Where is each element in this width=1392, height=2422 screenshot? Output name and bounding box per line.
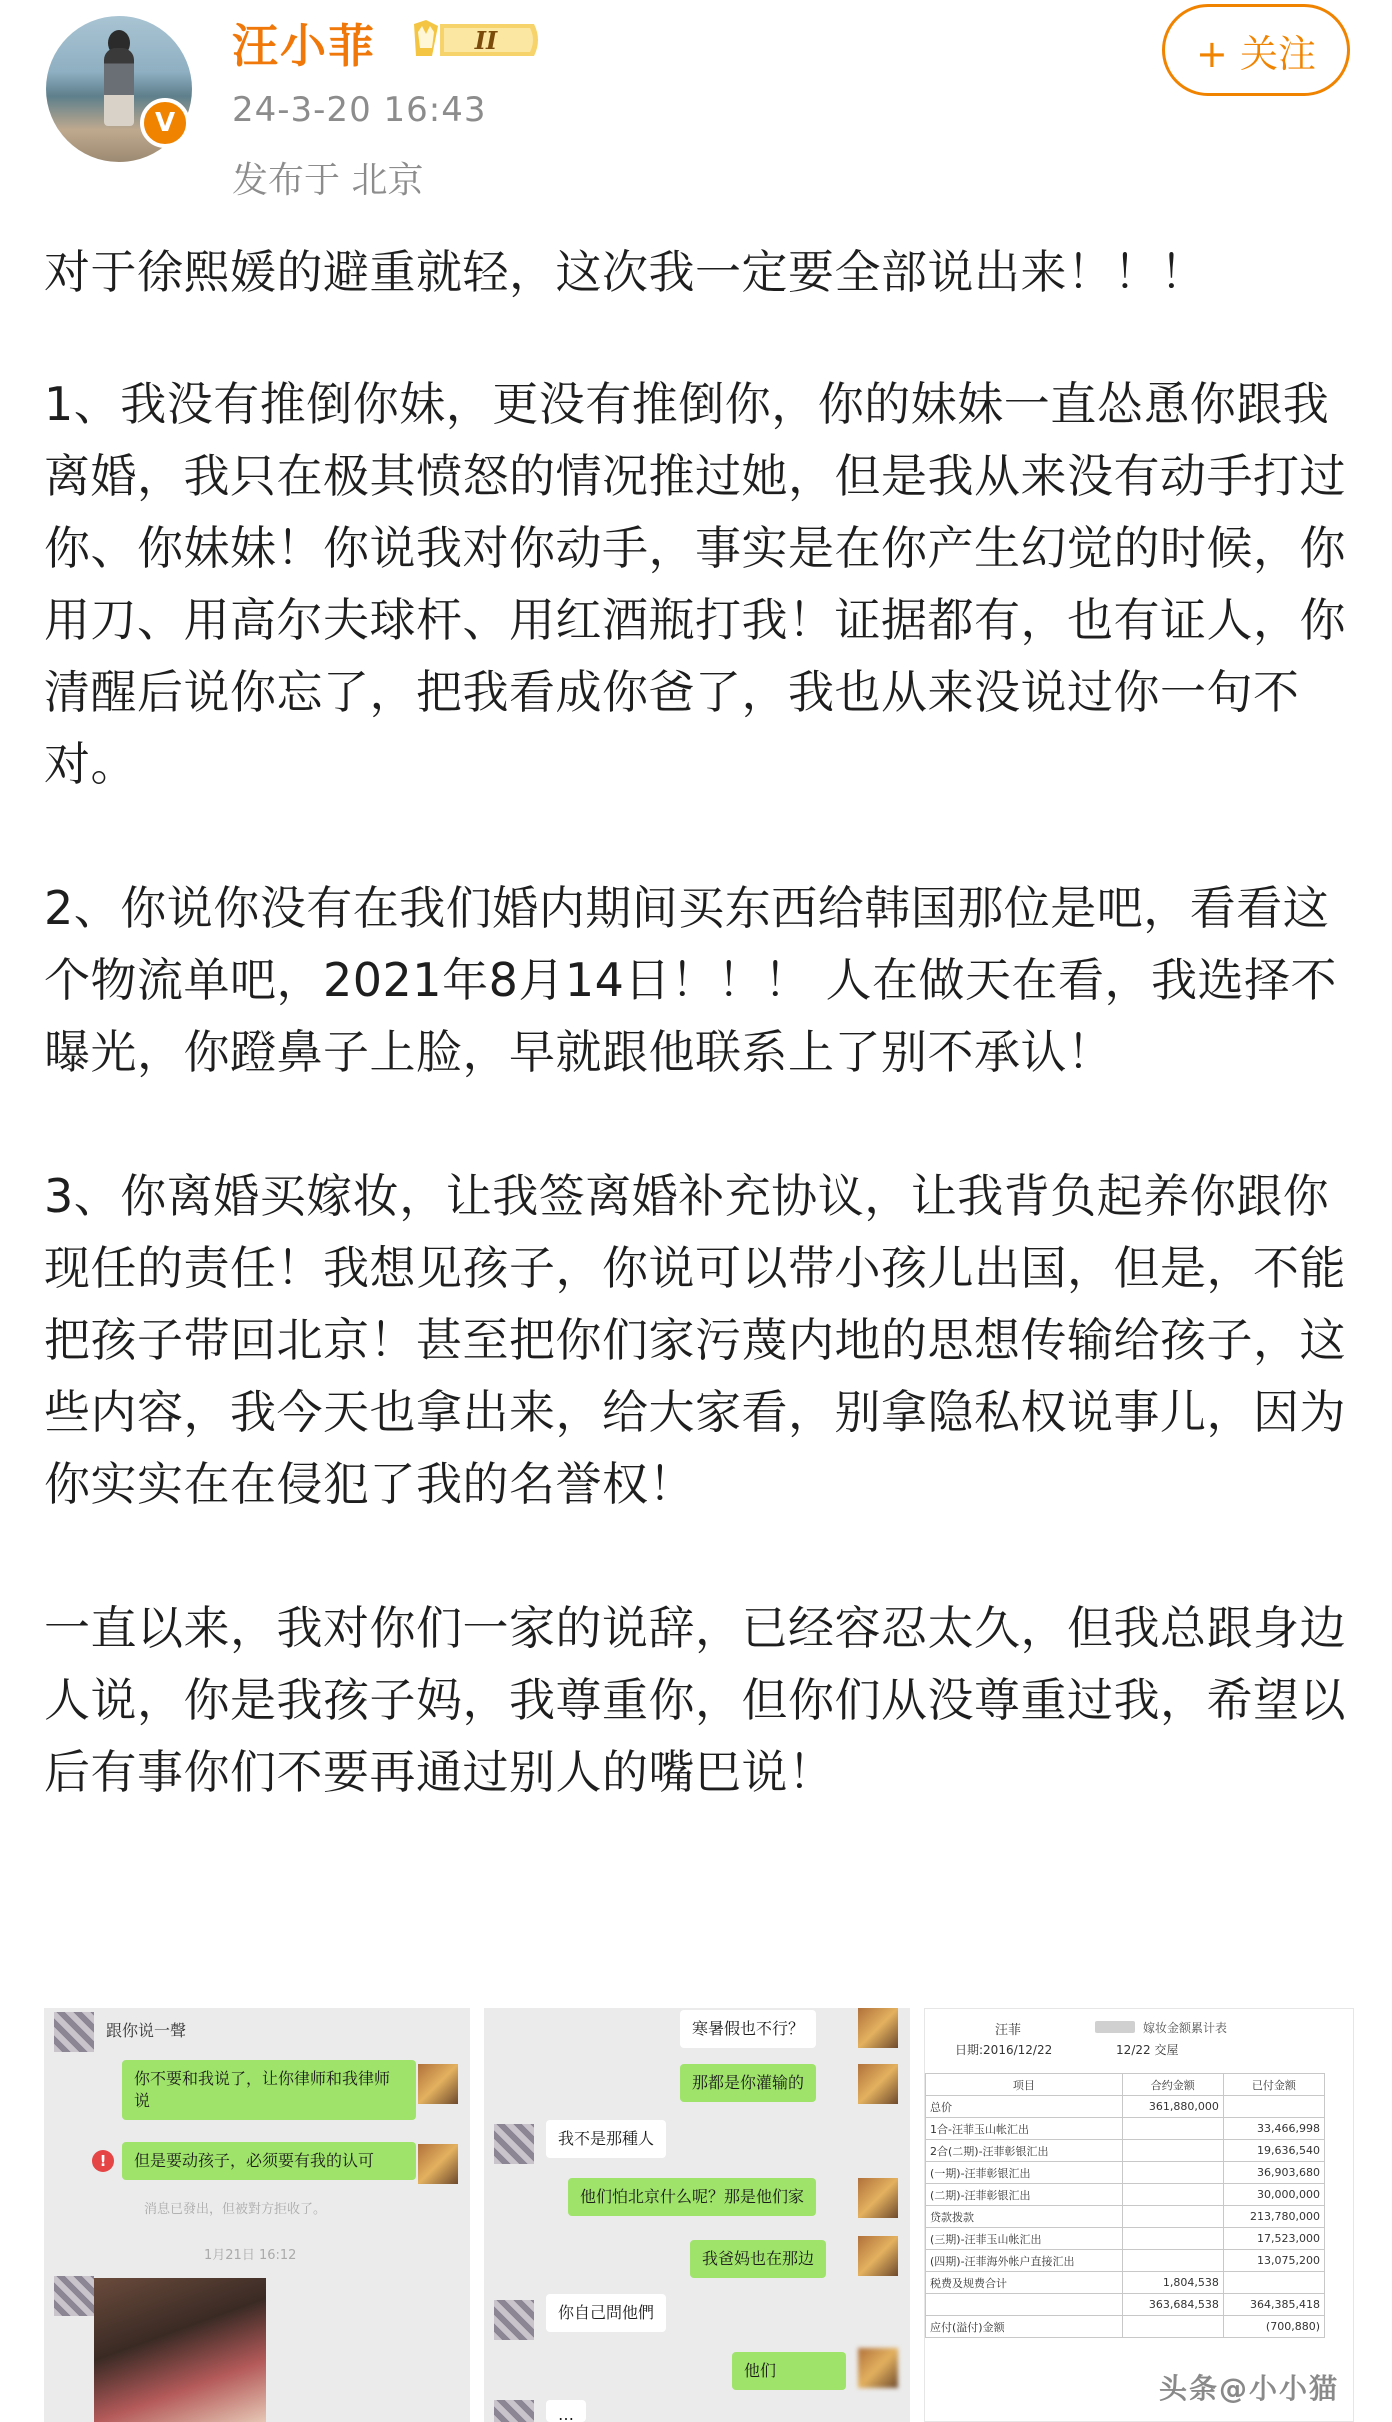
table-cell: (700,880): [1223, 2316, 1324, 2338]
post-paragraph-1: 1、我没有推倒你妹，更没有推倒你，你的妹妹一直怂恿你跟我离婚，我只在极其愤怒的情况推过她，但是我从来没有动手打过你、你妹妹！你说我对你动手，事实是在你产生幻觉的时候，你用刀、用高尔夫球杆、用红酒瓶打我！证据都有，也有证人，你清醒后说你忘了，把我看成你爸了，我也从来没说过你一句不对。: [44, 377, 1346, 791]
post-location: 发布于 北京: [232, 160, 424, 201]
chat-avatar-right: [418, 2064, 458, 2104]
table-cell: 364,385,418: [1223, 2294, 1324, 2316]
ledger-date: 日期:2016/12/22: [955, 2043, 1053, 2057]
post-timestamp: 24-3-20 16:43: [232, 90, 487, 130]
chat-avatar-left: [54, 2012, 94, 2052]
table-cell: 1,804,538: [1122, 2272, 1223, 2294]
table-row: [926, 2118, 1325, 2140]
post-image-ledger[interactable]: [924, 2008, 1354, 2422]
table-cell: [1122, 2184, 1223, 2206]
table-cell: 213,780,000: [1223, 2206, 1324, 2228]
ledger-subtitle: 嫁妆金额累计表: [1143, 2021, 1228, 2035]
table-row: [926, 2096, 1325, 2118]
table-row: [926, 2316, 1325, 2338]
chat-bubble: 我爸妈也在那边: [690, 2240, 826, 2278]
recall-notice: 消息已發出，但被對方拒收了。: [144, 2202, 327, 2217]
table-row: [926, 2250, 1325, 2272]
chat-bubble: 你不要和我说了，让你律师和我律师说: [122, 2060, 416, 2120]
table-header-row: [926, 2074, 1325, 2096]
table-cell: [1122, 2228, 1223, 2250]
table-cell: [1223, 2096, 1324, 2118]
ledger-title: 汪菲: [995, 2023, 1022, 2038]
table-cell: 17,523,000: [1223, 2228, 1324, 2250]
table-cell: [1122, 2206, 1223, 2228]
send-failed-icon: !: [92, 2150, 114, 2172]
table-cell: [1223, 2272, 1324, 2294]
chat-bubble: 我不是那種人: [546, 2120, 666, 2158]
chat-avatar-right: [858, 2178, 898, 2218]
table-cell: [1122, 2250, 1223, 2272]
post-paragraph-2: 2、你说你没有在我们婚内期间买东西给韩国那位是吧，看看这个物流单吧，2021年8月14日！！！ 人在做天在看，我选择不曝光，你蹬鼻子上脸，早就跟他联系上了别不承认！: [44, 881, 1337, 1079]
table-cell: (三期)-汪菲玉山帐汇出: [926, 2228, 1123, 2250]
post-image-chat-2[interactable]: [484, 2008, 910, 2422]
table-cell: 税费及规费合计: [926, 2272, 1123, 2294]
chat-bubble: 那都是你灌输的: [680, 2064, 816, 2102]
chat-bubble: 寒暑假也不行？: [680, 2010, 816, 2048]
ledger-table: [925, 2073, 1325, 2338]
ledger-date-row: [955, 2041, 1238, 2058]
chat-avatar-left: [494, 2300, 534, 2340]
chat-bubble: 但是要动孩子，必须要有我的认可: [122, 2142, 416, 2180]
ledger-sheet: [925, 2009, 1354, 2422]
table-cell: [1122, 2140, 1223, 2162]
col-header: 项目: [926, 2074, 1123, 2096]
chat-bubble: 他们怕北京什么呢？那是他们家: [568, 2178, 816, 2216]
table-row: [926, 2294, 1325, 2316]
username[interactable]: 汪小菲: [232, 19, 376, 73]
watermark-text: 头条@小小猫: [1158, 2372, 1339, 2405]
table-row: [926, 2184, 1325, 2206]
table-cell: 13,075,200: [1223, 2250, 1324, 2272]
table-cell: 总价: [926, 2096, 1123, 2118]
chat-avatar-right: [858, 2348, 898, 2388]
chat-avatar-right: [418, 2144, 458, 2184]
post-image-grid: [44, 2008, 1354, 2422]
chat-avatar-left: [494, 2124, 534, 2164]
chat-avatar-left: [494, 2400, 534, 2422]
table-cell: (二期)-汪菲彰银汇出: [926, 2184, 1123, 2206]
chat-bubble: 你自己問他們: [546, 2294, 666, 2332]
chat-avatar-left: [54, 2276, 94, 2316]
follow-button[interactable]: + 关注: [1162, 4, 1350, 96]
chat-avatar-right: [858, 2008, 898, 2048]
table-row: [926, 2206, 1325, 2228]
col-header: 合约金额: [1122, 2074, 1223, 2096]
chat-name: 跟你说一聲: [106, 2021, 187, 2040]
table-row: [926, 2140, 1325, 2162]
post-paragraph-closing: 一直以来，我对你们一家的说辞，已经容忍太久，但我总跟身边人说，你是我孩子妈，我尊重你，但你们从没尊重过我，希望以后有事你们不要再通过别人的嘴巴说！: [44, 1601, 1346, 1799]
chat-avatar-right: [858, 2236, 898, 2276]
table-cell: 361,880,000: [1122, 2096, 1223, 2118]
post-body: [44, 236, 1354, 1880]
chat-avatar-right: [858, 2064, 898, 2104]
chat-photo-image: [94, 2278, 266, 2422]
table-row: [926, 2228, 1325, 2250]
table-cell: 363,684,538: [1122, 2294, 1223, 2316]
redacted-block: [1095, 2021, 1135, 2033]
table-cell: [1122, 2316, 1223, 2338]
table-cell: 贷款拨款: [926, 2206, 1123, 2228]
table-cell: (四期)-汪菲海外帐户直接汇出: [926, 2250, 1123, 2272]
table-row: [926, 2272, 1325, 2294]
chat-bubble: …: [546, 2400, 586, 2422]
post-paragraph-3: 3、你离婚买嫁妆，让我签离婚补充协议，让我背负起养你跟你现任的责任！我想见孩子，你说可以带小孩儿出国，但是，不能把孩子带回北京！甚至把你们家污蔑内地的思想传输给孩子，这些内容，我今天也拿出来，给大家看，别拿隐私权说事儿，因为你实实在在侵犯了我的名誉权！: [44, 1169, 1346, 1511]
table-cell: 2合(二期)-汪菲彰银汇出: [926, 2140, 1123, 2162]
table-cell: 36,903,680: [1223, 2162, 1324, 2184]
col-header: 已付金额: [1223, 2074, 1324, 2096]
table-cell: 应付(溢付)金额: [926, 2316, 1123, 2338]
post-paragraph-intro: 对于徐熙媛的避重就轻，这次我一定要全部说出来！！！: [44, 245, 1207, 299]
table-cell: [1122, 2162, 1223, 2184]
table-cell: 1合-汪菲玉山帐汇出: [926, 2118, 1123, 2140]
vip-level-text: II: [474, 26, 498, 55]
table-cell: [926, 2294, 1123, 2316]
table-cell: 19,636,540: [1223, 2140, 1324, 2162]
ledger-date-col: 12/22 交屋: [1116, 2043, 1179, 2057]
table-cell: 33,466,998: [1223, 2118, 1324, 2140]
table-cell: [1122, 2118, 1223, 2140]
avatar-figure-body: [104, 48, 134, 126]
chat-time: 1月21日 16:12: [204, 2248, 297, 2263]
verified-badge-icon: V: [140, 98, 190, 148]
table-row: [926, 2162, 1325, 2184]
vip-level-badge-icon: [408, 16, 544, 64]
chat-bubble: 他们: [732, 2352, 846, 2390]
post-image-chat-1[interactable]: [44, 2008, 470, 2422]
table-cell: 30,000,000: [1223, 2184, 1324, 2206]
table-cell: (一期)-汪菲彰银汇出: [926, 2162, 1123, 2184]
